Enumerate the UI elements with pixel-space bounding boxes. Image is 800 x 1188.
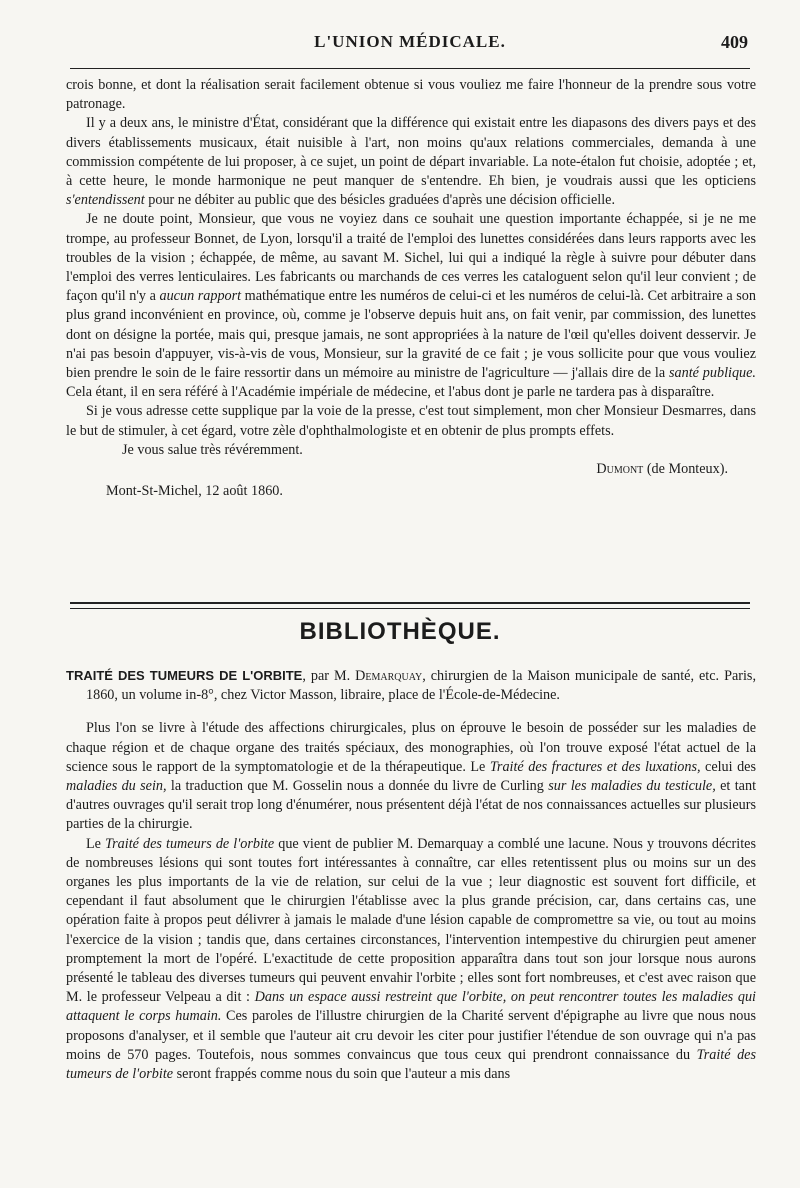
journal-title: L'UNION MÉDICALE.: [314, 32, 506, 51]
review-paragraph: Plus l'on se livre à l'étude des affections chirurgicales, plus on éprouve le besoin de posséder sur les maladies de chaque région et de chaque organe des traités spéciaux, des monographies, où l'on trouve exposé l'état actuel de la science sous le rapport de la symptomatologie et de la thérapeutique. Le Traité des fractures et des luxations, celui des maladies du sein, la traduction que M. Gosselin nous a donnée du livre de Curling sur les maladies du testicule, et tant d'autres ouvrages qu'il serait trop long d'énumérer, nous présentent déjà l'état de nos connaissances actuelles sur plusieurs parties de la chirurgie.: [66, 720, 757, 833]
book-citation: TRAITÉ DES TUMEURS DE L'ORBITE, par M. Demarquay, chirurgien de la Maison municipale de santé, etc. Paris, 1860, un volume in-8°, chez Victor Masson, libraire, place de l'École-de-Médecine.: [66, 668, 756, 704]
review-paragraph: Le Traité des tumeurs de l'orbite que vient de publier M. Demarquay a comblé une lacune. Nous y trouvons décrites de nombreuses lésions qui sont toutes fort intéressantes à connaître, car elles retentissent plus ou moins sur un des organes les plus importants de la vie de relation, sur celui de la vue ; leur diagnostic est souvent fort difficile, et cependant il faut absolument que le chirurgien l'établisse avec la plus grande précision, car, dans certains cas, une opération faite à propos peut délivrer à jamais le malade d'une lésion capable de compromettre sa vie, ou tout au moins l'exercice de la vision ; tandis que, dans certaines circonstances, l'intervention intempestive du chirurgien peut amener promptement la mort de l'opéré. L'exactitude de cette proposition apparaîtra dans tout son jour lorsque nous aurons présenté le tableau des diverses tumeurs qui peuvent envahir l'orbite ; elles sont fort nombreuses, et c'est avec raison que M. le professeur Velpeau a dit : Dans un espace aussi restreint que l'orbite, on peut rencontrer toutes les maladies qui attaquent le corps humain. Ces paroles de l'illustre chirurgien de la Charité servent d'épigraphe au livre que nous nous proposons d'analyser, et il semble que l'auteur ait cru devoir les citer pour justifier l'étendue de son ouvrage qui n'a pas moins de 570 pages. Toutefois, nous sommes convaincus que tous ceux qui prendront connaissance du Traité des tumeurs de l'orbite seront frappés comme nous du soin que l'auteur a mis dans: [66, 835, 756, 1083]
signature: Dumont (de Monteux).: [596, 461, 728, 478]
page-number: 409: [721, 32, 748, 52]
letter-paragraph: Je ne doute point, Monsieur, que vous ne voyiez dans ce souhait une question importante échappée, si je ne me trompe, au professeur Bonnet, de Lyon, lorsqu'il a traité de l'emploi des lunettes considérées dans leurs rapports avec les troubles de la vision ; échappée, de même, au savant M. Sichel, lui qui a indiqué la règle à suivre pour débuter dans l'emploi des verres lenticulaires. Les fabricants ou marchands de ces verres les cataloguent selon qu'il leur convient ; de façon qu'il n'y a aucun rapport mathématique entre les numéros de celui-ci et les numéros de celui-là. Cet arbitraire a son plus grand inconvénient en province, où, comme je l'observe depuis huit ans, on fait venir, par commission, des lunettes dont on désigne la portée, mais qui, presque jamais, ne sont appropriées à la nature de l'œil qu'elles doivent desservir. Je n'ai pas besoin d'appuyer, vis-à-vis de vous, Monsieur, sur la gravité de ce fait ; je vous sollicite pour que vous vouliez bien prendre le soin de le faire ressortir dans un mémoire au ministre de l'agriculture — j'allais dire de la santé publique. Cela étant, il en sera référé à l'Académie impériale de médecine, et l'abus dont je parle ne tardera pas à disparaître.: [66, 211, 756, 401]
letter-body: [66, 76, 756, 500]
letter-paragraph: crois bonne, et dont la réalisation serait facilement obtenue si vous vouliez me faire l'honneur de la prendre sous votre patronage.: [66, 77, 756, 113]
running-header: [70, 32, 750, 58]
header-rule: [70, 68, 750, 69]
section-divider: [70, 602, 750, 609]
signature-block: [66, 460, 756, 500]
letter-paragraph: Si je vous adresse cette supplique par la voie de la presse, c'est tout simplement, mon cher Monsieur Desmarres, dans le but de stimuler, à cet égard, votre zèle d'ophthalmologiste et en obtenir de plus prompts effets.: [66, 403, 756, 439]
place-date: Mont-St-Michel, 12 août 1860.: [106, 483, 283, 500]
letter-paragraph: Il y a deux ans, le ministre d'État, considérant que la différence qui existait entre les diapasons des divers pays et des divers établissements musicaux, était nuisible à l'art, non moins qu'aux relations commerciales, demanda à une commission compétente de lui proposer, à ce sujet, un point de départ invariable. La note-étalon fut choisie, adoptée ; et, à cette heure, le monde harmonique ne peut manquer de s'entendre. Eh bien, je voudrais aussi que les opticiens s'entendissent pour ne débiter au public que des bésicles graduées d'après une décision officielle.: [66, 115, 756, 209]
salutation: Je vous salue très révéremment.: [122, 441, 303, 458]
review-body: [66, 666, 756, 1084]
section-heading: BIBLIOTHÈQUE.: [299, 618, 501, 645]
